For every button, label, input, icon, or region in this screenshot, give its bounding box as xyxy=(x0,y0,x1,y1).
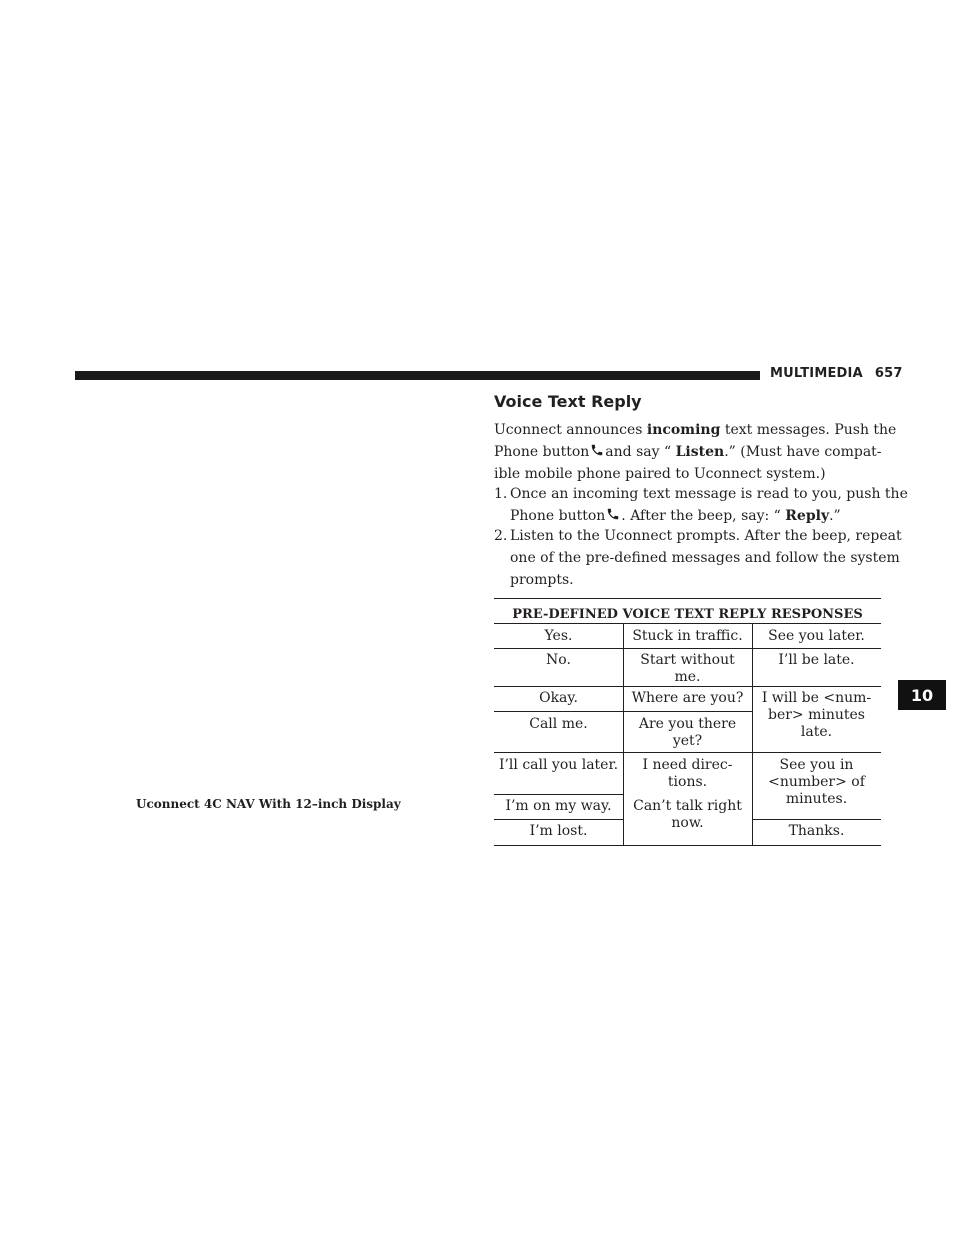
step-2 xyxy=(494,525,902,591)
table-cell: Where are you? xyxy=(631,690,744,706)
phone-icon xyxy=(590,443,604,457)
intro-line-2: Phone button and say “ Listen.” (Must have compat- xyxy=(494,444,882,460)
table-cell: See you later. xyxy=(768,628,865,644)
page-number: 657 xyxy=(874,366,903,381)
table-rule xyxy=(752,819,881,820)
table-rule xyxy=(494,711,752,712)
table-cell: No. xyxy=(546,652,571,668)
table-rule xyxy=(494,752,881,753)
section-title: Voice Text Reply xyxy=(494,392,642,411)
intro-line-1: Uconnect announces incoming text messages. Push the xyxy=(494,422,897,438)
table-cell: Yes. xyxy=(544,628,573,644)
table-title: PRE-DEFINED VOICE TEXT REPLY RESPONSES xyxy=(512,607,863,622)
running-header xyxy=(770,366,903,381)
table-cell: Stuck in traffic. xyxy=(632,628,743,644)
step-2-line-1: 2. Listen to the Uconnect prompts. After the beep, repeat xyxy=(494,528,902,544)
table-rule xyxy=(494,648,881,649)
table-cell: I’ll call you later. xyxy=(498,757,619,773)
table-cell: Thanks. xyxy=(788,823,845,839)
chapter-tab: 10 xyxy=(898,680,946,710)
intro-paragraph xyxy=(494,419,897,485)
table-cell: I’m lost. xyxy=(529,823,588,839)
header-rule xyxy=(75,371,760,380)
figure-caption: Uconnect 4C NAV With 12–inch Display xyxy=(136,797,401,811)
table-rule xyxy=(494,794,623,795)
table-cell: Okay. xyxy=(539,690,578,706)
step-1-line-1: 1. Once an incoming text message is read to you, push the xyxy=(494,486,908,502)
responses-table xyxy=(494,598,881,846)
table-cell: Start without me. xyxy=(640,652,735,685)
table-cell: See you in <number> of minutes. xyxy=(768,757,865,807)
intro-line-3: ible mobile phone paired to Uconnect system.) xyxy=(494,466,826,482)
table-cell: Call me. xyxy=(529,716,588,732)
table-cell: I’m on my way. xyxy=(505,798,612,814)
section-name: MULTIMEDIA xyxy=(770,366,863,381)
step-1 xyxy=(494,483,908,527)
step-2-line-2: one of the pre-defined messages and follow the system xyxy=(510,550,900,566)
step-2-line-3: prompts. xyxy=(510,572,574,588)
phone-icon xyxy=(606,507,620,521)
table-rule xyxy=(494,686,881,687)
table-rule xyxy=(494,819,623,820)
table-cell: Are you there yet? xyxy=(638,716,737,749)
table-cell: I’ll be late. xyxy=(778,652,855,668)
table-cell: Can’t talk right now. xyxy=(633,798,742,831)
table-cell: I will be <num- ber> minutes late. xyxy=(761,690,872,740)
table-cell: I need direc- tions. xyxy=(642,757,733,790)
step-1-line-2: Phone button . After the beep, say: “ Reply.” xyxy=(510,508,841,524)
table-rule xyxy=(494,623,881,624)
